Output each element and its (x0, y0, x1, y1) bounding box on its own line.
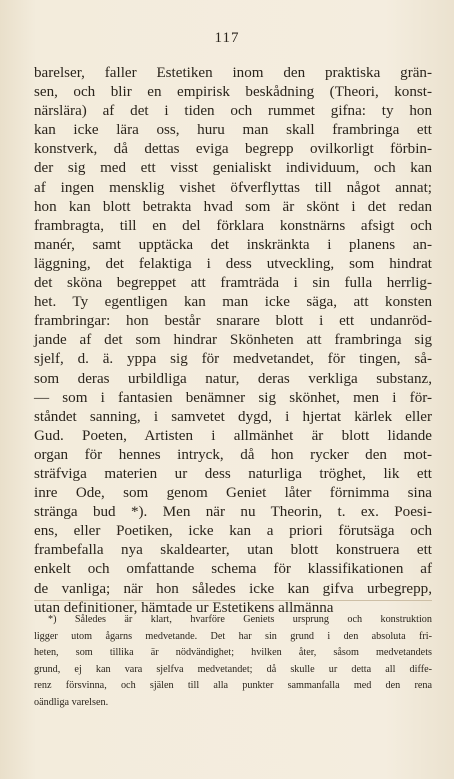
body-text-line: organ för hennes intryck, då hon rycker den mot- (34, 446, 432, 463)
body-text-line: sen, och blir en empirisk beskådning (Theori, konst- (34, 84, 432, 101)
body-text-line: ståndet sanning, i samvetet dygd, i hjertat kärlek eller (34, 408, 432, 425)
body-text-line: sträfviga materien ur dess naturliga tröghet, lik ett (34, 465, 432, 482)
body-text-line: enkelt och omfattande schema för klassifikationen af (34, 561, 432, 578)
body-text-line: närslära) af det i tiden och rummet gifna: ty hon (34, 103, 432, 120)
body-text-line: som deras urbildliga natur, deras verkliga substanz, (34, 370, 432, 387)
body-text-line: frambringar: hon består snarare blott i ett undanröd- (34, 313, 432, 330)
body-text-line: frambefalla nya skaldearter, utan blott konstruera ett (34, 542, 432, 559)
body-text-line: Gud. Poeten, Artisten i allmänhet är blott lidande (34, 427, 432, 444)
body-text-line: ens, eller Poetiken, icke kan a priori förutsäga och (34, 523, 432, 540)
body-text-line: jande af det som hindrar Skönheten att frambringa sig (34, 332, 432, 349)
body-text-line: sjelf, d. ä. yppa sig för medvetandet, för tingen, så- (34, 351, 432, 368)
footnote-line: *) Således är klart, hvarföre Geniets ursprung och konstruktion (48, 614, 432, 625)
body-text-line: de vanliga; när hon således icke kan gifva urbegrepp, (34, 580, 432, 597)
body-text-line: inre Ode, som genom Geniet låter förnimma sina (34, 485, 432, 502)
body-text-line: kan icke lära oss, huru man skall frambringa ett (34, 122, 432, 139)
body-text-line: manér, samt upptäcka det inskränkta i planens an- (34, 236, 432, 253)
body-text-line: stränga bud *). Men när nu Theorin, t. ex. Poesi- (34, 504, 432, 521)
body-text-line: konstverk, då dettas eviga begrepp ovilkorligt förbin- (34, 141, 432, 158)
footnote-line: ligger utom ågarns medvetande. Det har sin grund i den absoluta fri- (34, 630, 432, 642)
body-text-line: utan definitioner, hämtade ur Estetikens allmänna (34, 599, 334, 616)
body-text-line: det sköna begreppet att framträda i sin fulla herrlig- (34, 275, 432, 292)
body-text-line: frambragta, till en del förklara konstnärns afsigt och (34, 217, 432, 234)
footnote-line: heten, som tillika är nödvändighet; hvilken åter, såsom medvetandets (34, 647, 432, 659)
footnote-line: oändliga varelsen. (34, 696, 109, 708)
body-text (34, 64, 432, 618)
body-text-line: barelser, faller Estetiken inom den praktiska grän- (34, 65, 432, 81)
body-text-line: het. Ty egentligen kan man icke säga, att konsten (34, 294, 432, 311)
footnote-line: renz försvinna, och själen till alla punkter sammanfalla med den rena (34, 680, 432, 692)
body-text-line: hon kan blott betrakta hvad som är skönt i det redan (34, 198, 432, 215)
page-number: 117 (214, 30, 240, 46)
body-text-line: — som i fantasien benämner sig skönhet, men i för- (34, 389, 432, 406)
body-text-line: läggning, det felaktiga i dess utveckling, som hindrat (34, 255, 432, 272)
footnote (34, 612, 432, 712)
footnote-line: grund, ej kan vara sjelfva medvetandet; då skulle ur detta all diffe- (34, 663, 432, 675)
body-text-line: der sig med ett visst genialiskt individuum, och kan (34, 160, 432, 177)
footnote-divider (34, 600, 432, 601)
body-text-line: af ingen mensklig vishet öfverflyttas till något annat; (34, 179, 432, 196)
